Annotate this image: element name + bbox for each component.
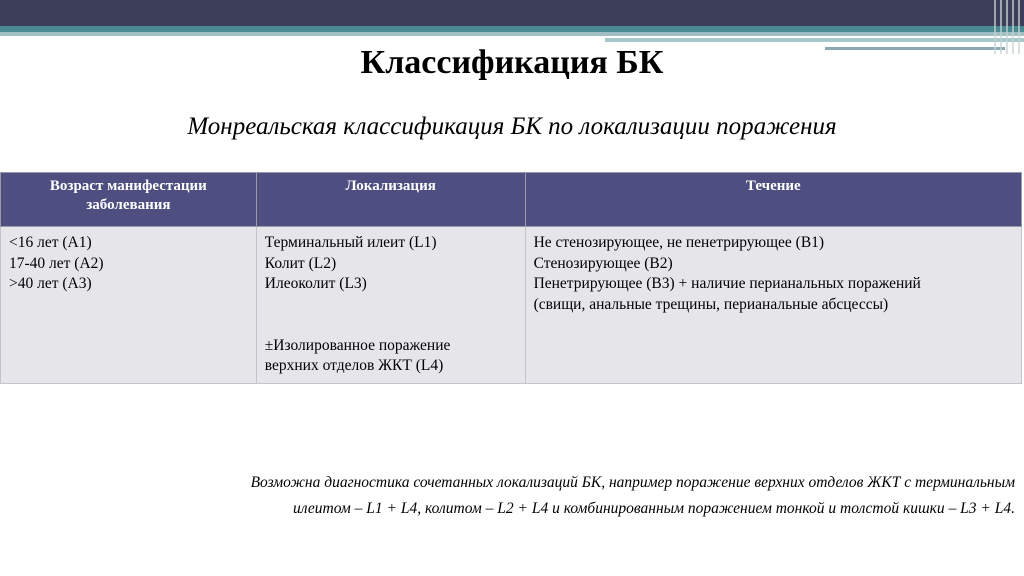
loc-l4-line1: ±Изолированное поражение xyxy=(264,336,451,354)
loc-l3: Илеоколит (L3) xyxy=(264,275,367,292)
age-a1: <16 лет (А1) xyxy=(9,234,92,251)
slide-title: Классификация БК xyxy=(360,44,664,81)
footnote xyxy=(40,470,1015,522)
accent-line xyxy=(605,38,1024,42)
loc-l1: Терминальный илеит (L1) xyxy=(264,234,437,251)
age-cell xyxy=(1,227,257,384)
course-b3-detail: (свищи, анальные трещины, перианальные абсцессы) xyxy=(533,295,889,313)
footnote-line-1: Возможна диагностика сочетанных локализаций БК, например поражение верхних отделов ЖКТ с терминальным xyxy=(250,474,1015,491)
table-header-row xyxy=(1,173,1022,227)
header-localization: Локализация xyxy=(256,173,525,227)
loc-l2: Колит (L2) xyxy=(264,254,337,272)
table-row xyxy=(1,227,1022,384)
loc-l4-line2: верхних отделов ЖКТ (L4) xyxy=(264,357,444,374)
localization-cell xyxy=(256,227,525,384)
footnote-line-2: илеитом – L1 + L4, колитом – L2 + L4 и комбинированным поражением тонкой и толстой кишки – L3 + L4. xyxy=(293,500,1015,517)
course-b3: Пенетрирующее (В3) + наличие перианальных поражений xyxy=(533,275,921,292)
spacer xyxy=(265,295,517,336)
header-course: Течение xyxy=(525,173,1021,227)
header-age: Возраст манифестации заболевания xyxy=(1,173,257,227)
classification-table xyxy=(0,172,1022,384)
age-a3: >40 лет (А3) xyxy=(9,275,92,292)
top-banner xyxy=(0,0,1024,26)
age-a2: 17-40 лет (А2) xyxy=(9,254,104,272)
course-b1: Не стенозирующее, не пенетрирующее (В1) xyxy=(533,234,825,251)
course-b2: Стенозирующее (В2) xyxy=(533,254,673,272)
slide-subtitle: Монреальская классификация БК по локализации поражения xyxy=(187,113,837,140)
light-teal-stripe xyxy=(0,32,1024,36)
course-cell xyxy=(525,227,1021,384)
